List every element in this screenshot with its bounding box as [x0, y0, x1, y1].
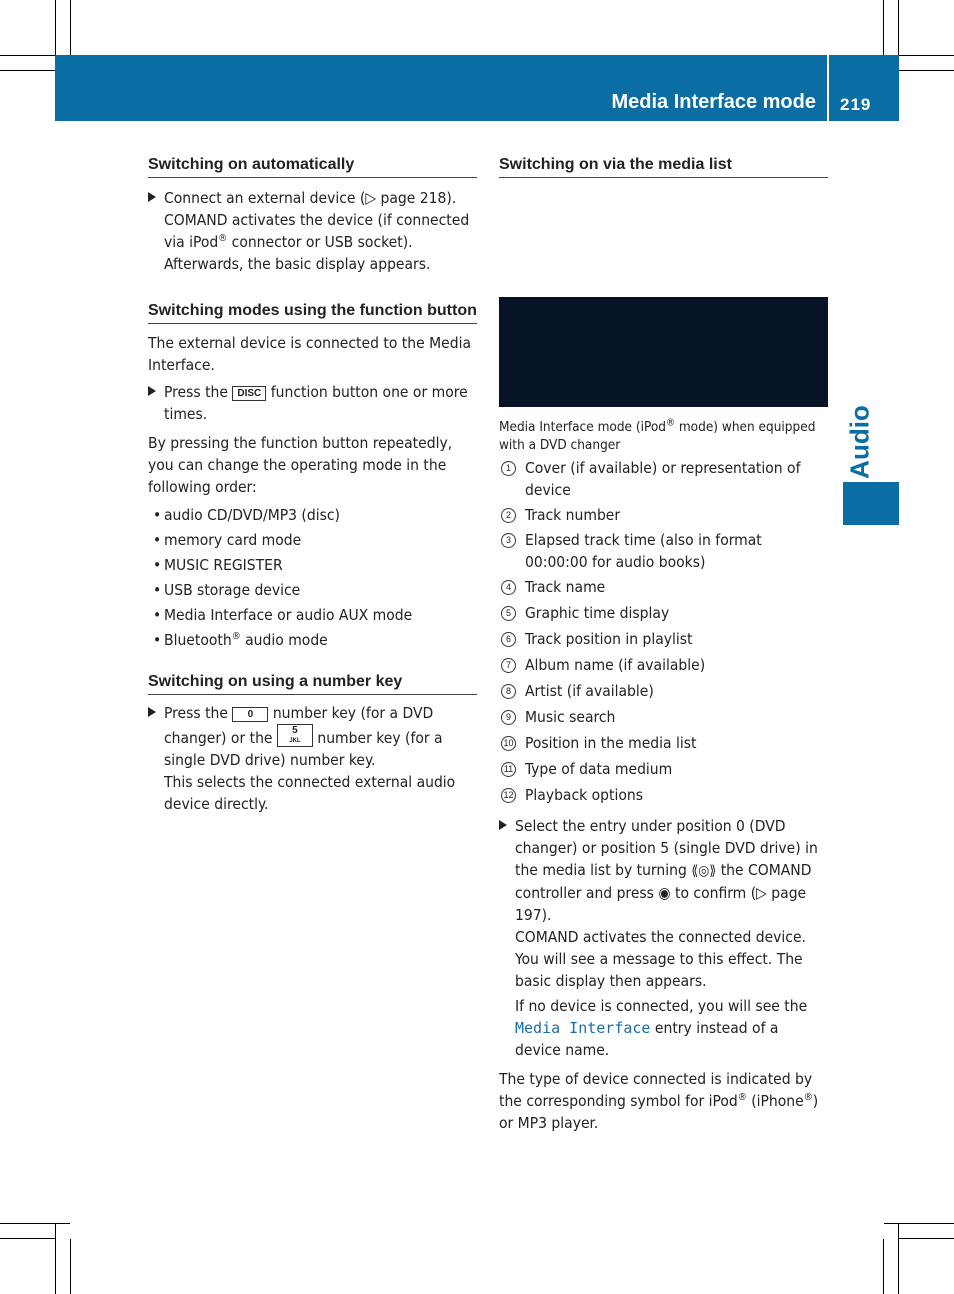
legend-item: 5 Graphic time display — [499, 602, 828, 624]
press-controller-icon: ◉ — [658, 884, 671, 902]
legend-item: 11 Type of data medium — [499, 758, 828, 780]
key-5-icon: 5 JKL — [277, 724, 313, 747]
step-connect: Connect an external device (▷ page 218). COMAND activates the device (if connected via iPod® connector or USB socket). Afterwards, the basic display appears. — [148, 187, 477, 275]
arrow-icon — [148, 192, 156, 202]
crop-mark — [883, 0, 884, 55]
paragraph: If no device is connected, you will see the Media Interface entry instead of a device name. — [515, 997, 808, 1059]
page-ref-icon: ▷ — [365, 189, 377, 207]
heading-switch-modes: Switching modes using the function button — [148, 300, 477, 324]
legend-item: 10 Position in the media list — [499, 732, 828, 754]
crop-mark — [70, 0, 71, 55]
display-text-media-interface: Media Interface — [515, 1019, 651, 1037]
step-number-key: Press the 0 number key (for a DVD changer) or the 5 JKL number key (for a single DVD drive) number key. This selects the connected external audio device directly. — [148, 702, 477, 815]
legend-item: 8 Artist (if available) — [499, 680, 828, 702]
legend-item: 4 Track name — [499, 576, 828, 598]
step-press-disc: Press the DISC function button one or more times. — [148, 381, 477, 425]
legend-item: 1 Cover (if available) or representation of device — [499, 457, 828, 501]
crop-mark — [898, 1224, 899, 1294]
paragraph: The type of device connected is indicated by the corresponding symbol for iPod® (iPhone®) or MP3 player. — [499, 1070, 819, 1132]
right-column — [499, 154, 828, 178]
step-select-entry: Select the entry under position 0 (DVD changer) or position 5 (single DVD drive) in the media list by turning ⟪◎⟫ the COMAND controller and press ◉ to confirm (▷ page 197). COMAND activates the connected device. You will see a message to this effect. The basic display then appears. If no device is connected, you will see the Media Interface entry instead of a device name. — [499, 815, 828, 1061]
legend-item: 12 Playback options — [499, 784, 828, 806]
section-title: Media Interface mode — [611, 91, 816, 113]
right-column-body — [499, 418, 828, 1134]
list-item: • MUSIC REGISTER — [148, 554, 477, 576]
list-item: • Bluetooth® audio mode — [148, 629, 477, 651]
legend-item: 3 Elapsed track time (also in format 00:00:00 for audio books) — [499, 529, 828, 573]
disc-key-icon: DISC — [232, 386, 266, 401]
crop-mark — [0, 1238, 55, 1239]
list-item: • USB storage device — [148, 579, 477, 601]
crop-mark — [883, 1239, 884, 1294]
crop-mark — [55, 1224, 56, 1294]
paragraph: By pressing the function button repeatedly, you can change the operating mode in the following order: — [148, 434, 453, 496]
crop-mark — [0, 1223, 70, 1224]
heading-number-key: Switching on using a number key — [148, 671, 477, 695]
arrow-icon — [148, 707, 156, 717]
header-divider — [827, 55, 829, 121]
list-item: • memory card mode — [148, 529, 477, 551]
paragraph: The external device is connected to the Media Interface. — [148, 334, 472, 374]
left-column — [148, 154, 477, 815]
display-screenshot — [499, 297, 828, 407]
key-0-icon: 0 — [232, 707, 268, 722]
crop-mark — [899, 1238, 954, 1239]
legend-item: 2 Track number — [499, 504, 828, 526]
mode-list — [148, 504, 477, 651]
arrow-icon — [148, 386, 156, 396]
side-tab — [843, 482, 899, 525]
side-tab-label: Audio — [844, 405, 875, 479]
heading-switch-auto: Switching on automatically — [148, 154, 477, 178]
crop-mark — [70, 1239, 71, 1294]
list-item: • Media Interface or audio AUX mode — [148, 604, 477, 626]
rotate-controller-icon: ⟪◎⟫ — [691, 863, 717, 879]
crop-mark — [0, 55, 55, 56]
crop-mark — [899, 55, 954, 56]
arrow-icon — [499, 820, 507, 830]
legend-item: 6 Track position in playlist — [499, 628, 828, 650]
page-ref-icon: ▷ — [756, 884, 767, 902]
legend-item: 7 Album name (if available) — [499, 654, 828, 676]
figure-caption: Media Interface mode (iPod® mode) when equipped with a DVD changer — [499, 417, 816, 453]
page-number: 219 — [840, 95, 872, 114]
list-item: • audio CD/DVD/MP3 (disc) — [148, 504, 477, 526]
page-header — [55, 55, 899, 121]
legend-list — [499, 457, 828, 806]
legend-item: 9 Music search — [499, 706, 828, 728]
crop-mark — [884, 1223, 954, 1224]
heading-media-list: Switching on via the media list — [499, 154, 828, 178]
